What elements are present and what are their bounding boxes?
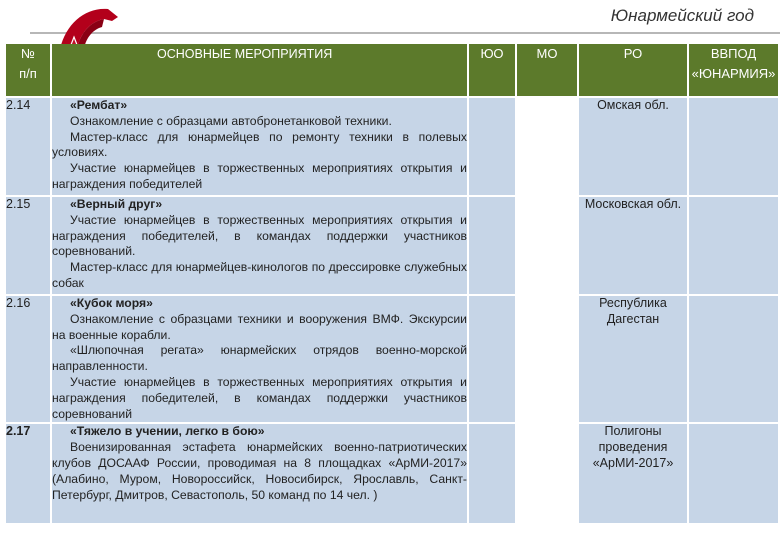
event-title: «Тяжело в учении, легко в бою» <box>70 424 265 439</box>
event-description <box>52 98 467 195</box>
header-vvpod: ВВПОД «ЮНАРМИЯ» <box>689 44 778 96</box>
table-row <box>6 197 778 294</box>
row-number: 2.16 <box>6 296 50 422</box>
cell-mo <box>517 98 577 195</box>
events-table <box>4 42 780 525</box>
event-line: Участие юнармейцев в торжественных мероприятиях открытия и награждения победителей, в командах поддержки участников соревнований <box>52 374 467 421</box>
cell-ro: Омская обл. <box>579 98 687 195</box>
event-line: «Шлюпочная регата» юнармейских отрядов военно-морской направленности. <box>52 343 467 374</box>
cell-mo <box>517 424 577 523</box>
cell-yu <box>469 296 515 422</box>
event-line: Участие юнармейцев в торжественных мероприятиях открытия и награждения победителей <box>52 161 467 191</box>
row-number: 2.17 <box>6 424 50 523</box>
header-ro: РО <box>579 44 687 96</box>
header-rule <box>30 32 780 34</box>
header-yu: ЮО <box>469 44 515 96</box>
row-number: 2.15 <box>6 197 50 294</box>
event-title: «Кубок моря» <box>70 296 153 310</box>
cell-vvpod <box>689 296 778 422</box>
event-line: Военизированная эстафета юнармейских военно-патриотических клубов ДОСААФ России, проводимая на 8 площадках «АрМИ-2017» (Алабино, Муром, Новороссийск, Новосибирск, Ярославль, Санкт-Петербург, Дмитров, Севастополь, 50 команд по 14 чел. ) <box>52 440 467 502</box>
cell-vvpod <box>689 197 778 294</box>
cell-ro: Полигоны проведения «АрМИ-2017» <box>579 424 687 523</box>
event-line: Ознакомление с образцами автобронетанковой техники. <box>70 113 392 128</box>
cell-vvpod <box>689 98 778 195</box>
cell-ro: Республика Дагестан <box>579 296 687 422</box>
event-line: Участие юнармейцев в торжественных мероприятиях открытия и награждения победителей, в командах поддержки участников соревнований. <box>52 212 467 259</box>
page-headline: Юнармейский год <box>610 6 754 25</box>
table-row <box>6 424 778 523</box>
event-line: Мастер-класс для юнармейцев по ремонту техники в полевых условиях. <box>52 129 467 160</box>
row-number: 2.14 <box>6 98 50 195</box>
event-line: Мастер-класс для юнармейцев-кинологов по дрессировке служебных собак <box>52 260 467 290</box>
event-title: «Верный друг» <box>70 197 163 211</box>
header-events: ОСНОВНЫЕ МЕРОПРИЯТИЯ <box>52 44 467 96</box>
cell-ro: Московская обл. <box>579 197 687 294</box>
cell-yu <box>469 424 515 523</box>
event-title: «Рембат» <box>70 98 128 112</box>
event-line: Ознакомление с образцами техники и вооружения ВМФ. Экскурсии на военные корабли. <box>52 311 467 342</box>
cell-mo <box>517 296 577 422</box>
table-header-row <box>6 44 778 96</box>
header-mo: МО <box>517 44 577 96</box>
table-row <box>6 296 778 422</box>
event-description <box>52 424 467 523</box>
cell-yu <box>469 98 515 195</box>
header-num: № п/п <box>6 44 50 96</box>
event-description <box>52 296 467 422</box>
cell-vvpod <box>689 424 778 523</box>
table-row <box>6 98 778 195</box>
cell-mo <box>517 197 577 294</box>
cell-yu <box>469 197 515 294</box>
event-description <box>52 197 467 294</box>
